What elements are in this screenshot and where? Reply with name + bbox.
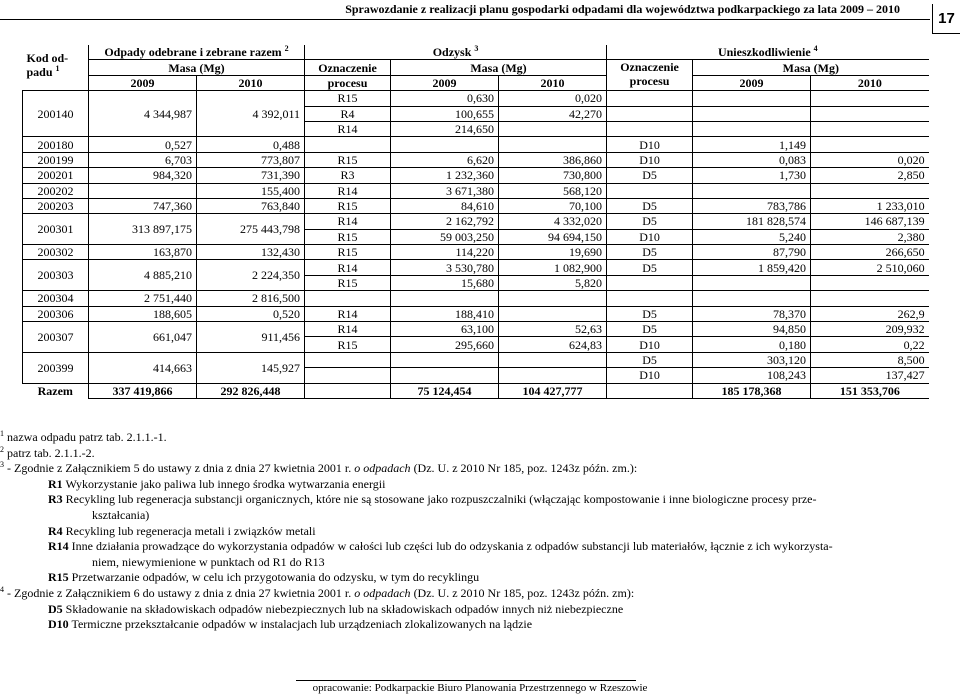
table-cell: 414,663: [89, 352, 197, 383]
table-cell: 1 082,900: [499, 260, 607, 275]
table-cell: 1,149: [693, 137, 811, 152]
table-cell: 15,680: [391, 275, 499, 290]
table-cell: [693, 91, 811, 106]
table-cell: R4: [305, 106, 391, 121]
table-cell: 0,180: [693, 337, 811, 352]
table-cell: 295,660: [391, 337, 499, 352]
header-code: Kod od- padu $^1$: [26, 51, 69, 79]
table-cell: 200302: [23, 245, 89, 260]
header-year: 2010: [499, 75, 607, 90]
table-cell: 0,083: [693, 152, 811, 167]
table-cell: 1,730: [693, 168, 811, 183]
table-cell: 4 885,210: [89, 260, 197, 291]
total-label: Razem: [37, 384, 73, 399]
table-cell: 624,83: [499, 337, 607, 352]
table-cell: 4 344,987: [89, 91, 197, 137]
table-cell: [693, 183, 811, 198]
table-cell: 200140: [23, 91, 89, 137]
table-cell: 747,360: [89, 198, 197, 213]
table-cell: 8,500: [811, 352, 929, 367]
table-cell: [391, 352, 499, 367]
header-row-3: [23, 75, 929, 90]
table-cell: 145,927: [197, 352, 305, 383]
table-cell: 5,240: [693, 229, 811, 244]
table-cell: 200301: [23, 214, 89, 245]
footnotes: [0, 430, 950, 633]
table-cell: [391, 137, 499, 152]
table-cell: 42,270: [499, 106, 607, 121]
table-cell: 2 162,792: [391, 214, 499, 229]
table-cell: R15: [305, 229, 391, 244]
table-row: [23, 198, 929, 213]
table-cell: D5: [607, 306, 693, 321]
table-cell: [693, 106, 811, 121]
process-r1: R1 Wykorzystanie jako paliwa lub innego środka wytwarzania energii: [48, 476, 386, 491]
table-cell: 6,620: [391, 152, 499, 167]
table-cell: [305, 291, 391, 306]
table-cell: [305, 137, 391, 152]
table-cell: 2 510,060: [811, 260, 929, 275]
footer-rule: [296, 680, 636, 681]
header-process: procesu: [305, 75, 391, 90]
table-cell: 0,020: [811, 152, 929, 167]
table-cell: 87,790: [693, 245, 811, 260]
table-cell: [607, 106, 693, 121]
table-cell: [499, 291, 607, 306]
table-cell: 146 687,139: [811, 214, 929, 229]
table-cell: R15: [305, 337, 391, 352]
process-r14-cont: niem, niewymienione w punktach od R1 do R13: [92, 554, 325, 569]
table-cell: 78,370: [693, 306, 811, 321]
total-row: [23, 383, 929, 398]
table-cell: [693, 275, 811, 290]
table-cell: 137,427: [811, 368, 929, 383]
table-cell: 200307: [23, 322, 89, 353]
table-cell: 200303: [23, 260, 89, 291]
page-header-title: Sprawozdanie z realizacji planu gospodarki odpadami dla województwa podkarpackiego za lata 2009 – 2010: [345, 2, 900, 16]
header-rule: [0, 19, 930, 20]
header-year: 2009: [89, 75, 197, 90]
table-cell: [607, 183, 693, 198]
page-number: 17: [932, 4, 960, 34]
table-cell: 783,786: [693, 198, 811, 213]
table-cell: 3 530,780: [391, 260, 499, 275]
table-cell: D5: [607, 198, 693, 213]
table-cell: R15: [305, 275, 391, 290]
table-cell: 731,390: [197, 168, 305, 183]
table-cell: R15: [305, 91, 391, 106]
process-r3: R3 Recykling lub regeneracja substancji organicznych, które nie są stosowane jako rozpuszczalniki (włączając kompostowanie i inne biologiczne procesy prze-: [48, 492, 817, 507]
table-cell: 2,850: [811, 168, 929, 183]
header-desig-disposal: Oznaczenie procesu: [607, 60, 693, 91]
table-cell: 0,520: [197, 306, 305, 321]
table-cell: 19,690: [499, 245, 607, 260]
table-body: [23, 91, 929, 383]
table-cell: 200399: [23, 352, 89, 383]
table-cell: 200199: [23, 152, 89, 167]
table-row: [23, 214, 929, 229]
table-cell: D5: [607, 168, 693, 183]
header-mass-disposal: Masa (Mg): [693, 60, 929, 75]
table-cell: 114,220: [391, 245, 499, 260]
table-cell: 0,22: [811, 337, 929, 352]
table-cell: 209,932: [811, 322, 929, 337]
table-cell: 730,800: [499, 168, 607, 183]
table-cell: 1 859,420: [693, 260, 811, 275]
table-row: [23, 306, 929, 321]
table-cell: R14: [305, 322, 391, 337]
table-cell: 200202: [23, 183, 89, 198]
table-cell: [811, 91, 929, 106]
header-recovery: Odzysk $^3$: [305, 45, 607, 60]
page-footer: opracowanie: Podkarpackie Biuro Planowania Przestrzennego w Rzeszowie: [312, 682, 648, 694]
table-cell: [607, 275, 693, 290]
table-cell: 200306: [23, 306, 89, 321]
table-cell: 132,430: [197, 245, 305, 260]
table-cell: 386,860: [499, 152, 607, 167]
table-cell: 4 332,020: [499, 214, 607, 229]
total-cell: 292 826,448: [197, 383, 305, 398]
table-cell: 188,605: [89, 306, 197, 321]
table-row: [23, 91, 929, 106]
table-cell: [811, 137, 929, 152]
process-d10: D10 Termiczne przekształcanie odpadów w instalacjach lub urządzeniach zlokalizowanych na lądzie: [48, 617, 533, 632]
header-year: 2009: [391, 75, 499, 90]
table-cell: [499, 121, 607, 136]
table-cell: 2,380: [811, 229, 929, 244]
table-row: [23, 183, 929, 198]
table-row: [23, 291, 929, 306]
table-cell: 911,456: [197, 322, 305, 353]
table-cell: 3 671,380: [391, 183, 499, 198]
footnote-1: $^1$ nazwa odpadu patrz tab. 2.1.1.-1.: [0, 429, 167, 444]
table-cell: 0,630: [391, 91, 499, 106]
header-collected: Odpady odebrane i zebrane razem $^2$: [89, 45, 305, 60]
table-cell: 63,100: [391, 322, 499, 337]
table-cell: [811, 183, 929, 198]
table-cell: 70,100: [499, 198, 607, 213]
table-cell: 313 897,175: [89, 214, 197, 245]
table-cell: 303,120: [693, 352, 811, 367]
table-row: [23, 352, 929, 367]
table-cell: R14: [305, 214, 391, 229]
table-row: [23, 260, 929, 275]
table-cell: 181 828,574: [693, 214, 811, 229]
table-cell: [305, 368, 391, 383]
table-cell: R14: [305, 183, 391, 198]
table-row: [23, 245, 929, 260]
table-cell: 661,047: [89, 322, 197, 353]
table-cell: D10: [607, 152, 693, 167]
table-cell: 6,703: [89, 152, 197, 167]
table-cell: 5,820: [499, 275, 607, 290]
table-cell: 214,650: [391, 121, 499, 136]
table-cell: 100,655: [391, 106, 499, 121]
table-cell: [499, 306, 607, 321]
waste-management-table: [22, 45, 929, 399]
total-cell: 104 427,777: [499, 383, 607, 398]
table-cell: 0,527: [89, 137, 197, 152]
table-row: [23, 168, 929, 183]
table-cell: 262,9: [811, 306, 929, 321]
header-row-1: [23, 45, 929, 60]
table-cell: D10: [607, 229, 693, 244]
table-cell: R14: [305, 260, 391, 275]
table-cell: R14: [305, 121, 391, 136]
table-cell: [811, 291, 929, 306]
table-cell: 200201: [23, 168, 89, 183]
header-year: 2010: [197, 75, 305, 90]
table-cell: [89, 183, 197, 198]
table-cell: 200304: [23, 291, 89, 306]
table-cell: [391, 368, 499, 383]
table-cell: [391, 291, 499, 306]
table-cell: 94 694,150: [499, 229, 607, 244]
table-cell: 200180: [23, 137, 89, 152]
total-cell: 337 419,866: [89, 383, 197, 398]
table-cell: 4 392,011: [197, 91, 305, 137]
table-cell: D5: [607, 260, 693, 275]
table-cell: D5: [607, 352, 693, 367]
table-cell: [811, 106, 929, 121]
header-row-2: [23, 60, 929, 75]
table-cell: 94,850: [693, 322, 811, 337]
footnote-3: $^3$ - Zgodnie z Załącznikiem 5 do ustawy z dnia z dnia 27 kwietnia 2001 r. o odpadach (Dz. U. z 2010 Nr 185, poz. 1243z późn. zm.):: [0, 460, 638, 476]
table-cell: [811, 275, 929, 290]
table-cell: [607, 291, 693, 306]
table-row: [23, 137, 929, 152]
table-cell: 763,840: [197, 198, 305, 213]
total-cell: 185 178,368: [693, 383, 811, 398]
header-desig-recovery: Oznaczenie: [305, 60, 391, 75]
table-cell: R15: [305, 245, 391, 260]
table-cell: 0,488: [197, 137, 305, 152]
table-cell: [607, 91, 693, 106]
table-cell: 266,650: [811, 245, 929, 260]
table-cell: [499, 368, 607, 383]
footnote-4: $^4$ - Zgodnie z Załącznikiem 6 do ustawy z dnia z dnia 27 kwietnia 2001 r. o odpadach (Dz. U. z 2010 Nr 185, poz. 1243z późn. zm):: [0, 584, 635, 600]
table-cell: D10: [607, 337, 693, 352]
process-d5: D5 Składowanie na składowiskach odpadów niebezpiecznych lub na składowiskach odpadów innych niż niebezpieczne: [48, 601, 624, 616]
table-cell: 188,410: [391, 306, 499, 321]
table-cell: 200203: [23, 198, 89, 213]
table-cell: R15: [305, 198, 391, 213]
process-r14: R14 Inne działania prowadzące do wykorzystania odpadów w całości lub części lub do odzyskania z odpadów substancji lub materiałów, łącznie z ich wykorzysta-: [48, 539, 833, 554]
process-r3-cont: kształcania): [92, 507, 150, 522]
table-cell: D5: [607, 322, 693, 337]
process-r15: R15 Przetwarzanie odpadów, w celu ich przygotowania do odzysku, w tym do recyklingu: [48, 570, 480, 585]
table-cell: 52,63: [499, 322, 607, 337]
table-cell: 1 232,360: [391, 168, 499, 183]
table-cell: R15: [305, 152, 391, 167]
table-cell: [693, 121, 811, 136]
header-mass-recovery: Masa (Mg): [391, 60, 607, 75]
header-year: 2010: [811, 75, 929, 90]
table-cell: [499, 352, 607, 367]
header-year: 2009: [693, 75, 811, 90]
table-cell: 59 003,250: [391, 229, 499, 244]
header-mass-collected: Masa (Mg): [89, 60, 305, 75]
table-cell: [305, 352, 391, 367]
table-cell: 163,870: [89, 245, 197, 260]
table-cell: R14: [305, 306, 391, 321]
table-cell: 84,610: [391, 198, 499, 213]
table-cell: 568,120: [499, 183, 607, 198]
table-row: [23, 152, 929, 167]
total-cell: 75 124,454: [391, 383, 499, 398]
table-cell: 155,400: [197, 183, 305, 198]
total-cell: [305, 383, 391, 398]
table-cell: 984,320: [89, 168, 197, 183]
table-cell: [693, 291, 811, 306]
total-cell: [607, 383, 693, 398]
table-cell: 2 224,350: [197, 260, 305, 291]
footnote-2: $^2$ patrz tab. 2.1.1.-2.: [0, 444, 95, 460]
table-cell: D5: [607, 214, 693, 229]
table-cell: 773,807: [197, 152, 305, 167]
total-cell: 151 353,706: [811, 383, 929, 398]
table-cell: D10: [607, 368, 693, 383]
table-cell: D10: [607, 137, 693, 152]
process-r4: R4 Recykling lub regeneracja metali i związków metali: [48, 523, 316, 538]
table-cell: 0,020: [499, 91, 607, 106]
table-cell: 108,243: [693, 368, 811, 383]
table-cell: 2 751,440: [89, 291, 197, 306]
table-cell: 1 233,010: [811, 198, 929, 213]
table-cell: [811, 121, 929, 136]
header-disposal: Unieszkodliwienie $^4$: [607, 45, 929, 60]
table-cell: [499, 137, 607, 152]
table-cell: [607, 121, 693, 136]
table-row: [23, 322, 929, 337]
table-cell: R3: [305, 168, 391, 183]
table-cell: D5: [607, 245, 693, 260]
table-cell: 275 443,798: [197, 214, 305, 245]
table-cell: 2 816,500: [197, 291, 305, 306]
